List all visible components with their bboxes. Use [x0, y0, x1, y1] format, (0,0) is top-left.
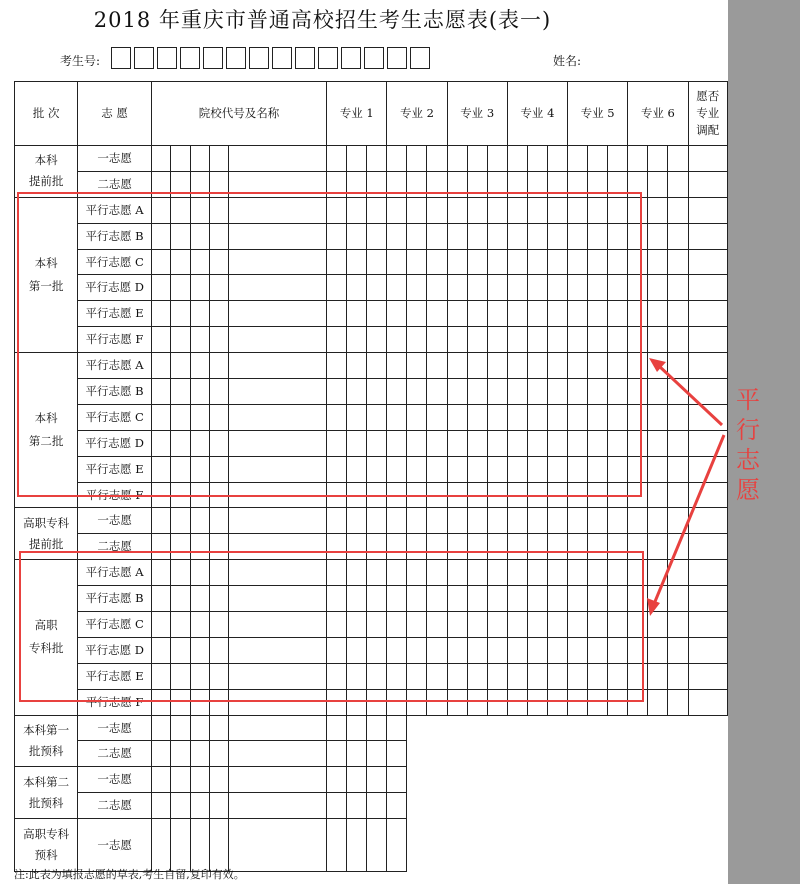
- callout-char: 平: [736, 386, 760, 414]
- major-code-cell[interactable]: [668, 663, 688, 689]
- adjust-cell[interactable]: [688, 508, 728, 534]
- major-code-cell[interactable]: [648, 637, 668, 663]
- choice-label: 平行志愿 F: [78, 689, 152, 715]
- major-code-cell[interactable]: [668, 353, 688, 379]
- major-code-cell[interactable]: [668, 404, 688, 430]
- choice-label: 平行志愿 B: [78, 586, 152, 612]
- table-row: [15, 715, 728, 741]
- major-code-cell[interactable]: [668, 327, 688, 353]
- major-code-cell[interactable]: [668, 612, 688, 638]
- school-code-cell[interactable]: [209, 741, 228, 767]
- major-code-cell[interactable]: [668, 508, 688, 534]
- major-code-cell[interactable]: [668, 223, 688, 249]
- major-code-cell[interactable]: [447, 146, 467, 172]
- school-code-cell[interactable]: [209, 146, 228, 172]
- major-code-cell[interactable]: [387, 767, 407, 793]
- adjust-cell[interactable]: [688, 223, 728, 249]
- exam-number-box[interactable]: [203, 47, 223, 69]
- batch-label: 本科第一: [23, 722, 70, 737]
- major-code-cell[interactable]: [668, 379, 688, 405]
- adjust-cell[interactable]: [688, 353, 728, 379]
- parallel-choice-highlight-vocational: [19, 551, 644, 702]
- exam-number-box[interactable]: [387, 47, 407, 69]
- major-code-cell[interactable]: [648, 534, 668, 560]
- school-code-cell[interactable]: [151, 819, 170, 872]
- major-code-cell[interactable]: [487, 508, 507, 534]
- school-code-cell[interactable]: [171, 508, 190, 534]
- adjust-cell[interactable]: [688, 586, 728, 612]
- major-code-cell[interactable]: [648, 663, 668, 689]
- major-code-cell[interactable]: [547, 146, 567, 172]
- batch-label: 预科: [34, 848, 58, 863]
- major-code-cell[interactable]: [668, 560, 688, 586]
- major-code-cell[interactable]: [648, 327, 668, 353]
- adjust-cell[interactable]: [688, 689, 728, 715]
- school-code-cell[interactable]: [209, 508, 228, 534]
- major-code-cell[interactable]: [547, 508, 567, 534]
- choice-label: 平行志愿 B: [78, 223, 152, 249]
- choice-label: 一志愿: [78, 146, 152, 172]
- adjust-cell[interactable]: [688, 171, 728, 197]
- choice-label: 平行志愿 A: [78, 353, 152, 379]
- choice-label: 平行志愿 F: [78, 327, 152, 353]
- school-code-cell[interactable]: [151, 715, 170, 741]
- school-code-cell[interactable]: [151, 741, 170, 767]
- major-code-cell[interactable]: [347, 741, 367, 767]
- batch-label: 批预科: [28, 743, 64, 758]
- school-code-cell[interactable]: [209, 819, 228, 872]
- adjust-cell[interactable]: [688, 560, 728, 586]
- table-row: [15, 508, 728, 534]
- adjust-cell[interactable]: [688, 146, 728, 172]
- school-name-cell[interactable]: [229, 508, 327, 534]
- header-choice: 志 愿: [78, 82, 152, 146]
- batch-label: 提前批: [28, 536, 64, 551]
- header-major-5: 专业 5: [568, 82, 628, 146]
- adjust-cell[interactable]: [688, 456, 728, 482]
- major-code-cell[interactable]: [648, 482, 668, 508]
- major-code-cell[interactable]: [668, 249, 688, 275]
- major-code-cell[interactable]: [668, 430, 688, 456]
- adjust-cell[interactable]: [688, 482, 728, 508]
- header-major-3: 专业 3: [447, 82, 507, 146]
- major-code-cell[interactable]: [367, 741, 387, 767]
- major-code-cell[interactable]: [347, 146, 367, 172]
- adjust-cell[interactable]: [688, 404, 728, 430]
- exam-number-box[interactable]: [226, 47, 246, 69]
- major-code-cell[interactable]: [648, 146, 668, 172]
- adjust-cell[interactable]: [688, 327, 728, 353]
- major-code-cell[interactable]: [507, 508, 527, 534]
- header-major-2: 专业 2: [387, 82, 447, 146]
- batch-label: 专科批: [28, 641, 64, 656]
- choice-label: 二志愿: [78, 171, 152, 197]
- major-code-cell[interactable]: [327, 793, 347, 819]
- major-code-cell[interactable]: [387, 793, 407, 819]
- choice-label: 平行志愿 D: [78, 637, 152, 663]
- major-code-cell[interactable]: [327, 715, 347, 741]
- adjust-cell[interactable]: [688, 197, 728, 223]
- major-code-cell[interactable]: [668, 637, 688, 663]
- exam-number-box[interactable]: [272, 47, 292, 69]
- school-code-cell[interactable]: [151, 767, 170, 793]
- choice-label: 平行志愿 A: [78, 197, 152, 223]
- adjust-cell[interactable]: [688, 430, 728, 456]
- header-school: 院校代号及名称: [151, 82, 326, 146]
- exam-number-box[interactable]: [180, 47, 200, 69]
- name-label: 姓名:: [553, 54, 582, 68]
- major-code-cell[interactable]: [568, 146, 588, 172]
- school-code-cell[interactable]: [151, 793, 170, 819]
- major-code-cell[interactable]: [668, 301, 688, 327]
- major-code-cell[interactable]: [648, 612, 668, 638]
- major-code-cell[interactable]: [367, 715, 387, 741]
- school-code-cell[interactable]: [190, 146, 209, 172]
- major-code-cell[interactable]: [668, 689, 688, 715]
- school-code-cell[interactable]: [209, 793, 228, 819]
- choice-label: 平行志愿 D: [78, 275, 152, 301]
- header-adjust: 愿否专业调配: [688, 82, 728, 146]
- batch-cell: [15, 146, 78, 198]
- major-code-cell[interactable]: [367, 146, 387, 172]
- major-code-cell[interactable]: [648, 249, 668, 275]
- school-code-cell[interactable]: [190, 741, 209, 767]
- major-code-cell[interactable]: [648, 171, 668, 197]
- major-code-cell[interactable]: [648, 689, 668, 715]
- major-code-cell[interactable]: [467, 508, 487, 534]
- callout-char: 行: [736, 416, 760, 444]
- header-major-6: 专业 6: [628, 82, 688, 146]
- major-code-cell[interactable]: [648, 275, 668, 301]
- exam-number-boxes: [111, 47, 433, 71]
- batch-label: 本科第二: [23, 774, 70, 789]
- major-code-cell[interactable]: [447, 508, 467, 534]
- major-code-cell[interactable]: [648, 508, 668, 534]
- school-code-cell[interactable]: [171, 767, 190, 793]
- choice-label: 平行志愿 B: [78, 379, 152, 405]
- exam-number-box[interactable]: [111, 47, 131, 69]
- adjust-cell[interactable]: [688, 612, 728, 638]
- school-code-cell[interactable]: [151, 508, 170, 534]
- exam-number-box[interactable]: [134, 47, 154, 69]
- batch-label: 提前批: [28, 174, 64, 189]
- adjust-cell[interactable]: [688, 637, 728, 663]
- major-code-cell[interactable]: [387, 146, 407, 172]
- major-code-cell[interactable]: [347, 715, 367, 741]
- major-code-cell[interactable]: [387, 715, 407, 741]
- major-code-cell[interactable]: [527, 146, 547, 172]
- major-code-cell[interactable]: [347, 508, 367, 534]
- major-code-cell[interactable]: [668, 275, 688, 301]
- major-code-cell[interactable]: [648, 197, 668, 223]
- school-code-cell[interactable]: [171, 741, 190, 767]
- school-code-cell[interactable]: [171, 146, 190, 172]
- adjust-cell[interactable]: [688, 534, 728, 560]
- major-code-cell[interactable]: [628, 508, 648, 534]
- major-code-cell[interactable]: [367, 819, 387, 872]
- major-code-cell[interactable]: [648, 379, 668, 405]
- exam-number-box[interactable]: [249, 47, 269, 69]
- major-code-cell[interactable]: [527, 508, 547, 534]
- major-code-cell[interactable]: [347, 793, 367, 819]
- header-batch: 批 次: [15, 82, 78, 146]
- school-code-cell[interactable]: [190, 767, 209, 793]
- major-code-cell[interactable]: [588, 146, 608, 172]
- blank-area: [407, 715, 728, 872]
- batch-label: 本科: [34, 255, 58, 270]
- major-code-cell[interactable]: [608, 508, 628, 534]
- adjust-cell[interactable]: [688, 379, 728, 405]
- major-code-cell[interactable]: [668, 534, 688, 560]
- exam-number-box[interactable]: [364, 47, 384, 69]
- major-code-cell[interactable]: [367, 508, 387, 534]
- school-code-cell[interactable]: [209, 715, 228, 741]
- major-code-cell[interactable]: [327, 767, 347, 793]
- batch-label: 本科: [34, 153, 58, 168]
- choice-label: 平行志愿 E: [78, 663, 152, 689]
- school-name-cell[interactable]: [229, 715, 327, 741]
- choice-label: 一志愿: [78, 508, 152, 534]
- header-major-4: 专业 4: [507, 82, 567, 146]
- major-code-cell[interactable]: [568, 508, 588, 534]
- major-code-cell[interactable]: [347, 767, 367, 793]
- adjust-cell[interactable]: [688, 249, 728, 275]
- school-code-cell[interactable]: [171, 793, 190, 819]
- exam-number-box[interactable]: [295, 47, 315, 69]
- batch-cell: [15, 767, 78, 819]
- major-code-cell[interactable]: [387, 819, 407, 872]
- major-code-cell[interactable]: [668, 146, 688, 172]
- school-name-cell[interactable]: [229, 767, 327, 793]
- major-code-cell[interactable]: [668, 482, 688, 508]
- batch-label: 高职专科: [23, 515, 70, 530]
- choice-label: 一志愿: [78, 715, 152, 741]
- choice-label: 平行志愿 C: [78, 612, 152, 638]
- major-code-cell[interactable]: [588, 508, 608, 534]
- school-code-cell[interactable]: [209, 767, 228, 793]
- major-code-cell[interactable]: [367, 793, 387, 819]
- batch-cell: [15, 819, 78, 872]
- callout-char: 愿: [736, 476, 760, 504]
- major-code-cell[interactable]: [507, 146, 527, 172]
- choice-label: 平行志愿 D: [78, 430, 152, 456]
- school-code-cell[interactable]: [151, 146, 170, 172]
- exam-number-box[interactable]: [318, 47, 338, 69]
- choice-label: 二志愿: [78, 534, 152, 560]
- callout-char: 志: [736, 446, 760, 474]
- major-code-cell[interactable]: [387, 508, 407, 534]
- school-name-cell[interactable]: [229, 819, 327, 872]
- school-code-cell[interactable]: [190, 715, 209, 741]
- school-name-cell[interactable]: [229, 146, 327, 172]
- exam-number-box[interactable]: [157, 47, 177, 69]
- major-code-cell[interactable]: [608, 146, 628, 172]
- major-code-cell[interactable]: [387, 741, 407, 767]
- major-code-cell[interactable]: [327, 508, 347, 534]
- batch-label: 批预科: [28, 795, 64, 810]
- batch-label: 本科: [34, 411, 58, 426]
- choice-label: 二志愿: [78, 793, 152, 819]
- major-code-cell[interactable]: [487, 146, 507, 172]
- choice-label: 一志愿: [78, 819, 152, 872]
- major-code-cell[interactable]: [648, 586, 668, 612]
- batch-label: 第一批: [28, 278, 64, 293]
- major-code-cell[interactable]: [427, 508, 447, 534]
- footnote: 注:此表为填报志愿的草表,考生自留,复印有效。: [14, 868, 245, 881]
- major-code-cell[interactable]: [668, 586, 688, 612]
- major-code-cell[interactable]: [668, 171, 688, 197]
- adjust-cell[interactable]: [688, 301, 728, 327]
- major-code-cell[interactable]: [367, 767, 387, 793]
- exam-number-box[interactable]: [341, 47, 361, 69]
- school-code-cell[interactable]: [171, 715, 190, 741]
- choice-label: 平行志愿 F: [78, 482, 152, 508]
- header-row: [15, 82, 728, 146]
- choice-label: 平行志愿 C: [78, 249, 152, 275]
- batch-label: 高职: [34, 618, 58, 633]
- exam-number-label: 考生号:: [60, 54, 101, 68]
- major-code-cell[interactable]: [668, 197, 688, 223]
- school-code-cell[interactable]: [190, 819, 209, 872]
- major-code-cell[interactable]: [327, 741, 347, 767]
- page-title: 2018 年重庆市普通高校招生考生志愿表(表一): [93, 8, 552, 32]
- choice-label: 平行志愿 C: [78, 404, 152, 430]
- major-code-cell[interactable]: [327, 819, 347, 872]
- major-code-cell[interactable]: [648, 223, 668, 249]
- school-code-cell[interactable]: [190, 793, 209, 819]
- major-code-cell[interactable]: [648, 353, 668, 379]
- parallel-choice-highlight-undergrad: [17, 192, 642, 497]
- major-code-cell[interactable]: [648, 560, 668, 586]
- batch-cell: [15, 715, 78, 767]
- major-code-cell[interactable]: [668, 456, 688, 482]
- school-name-cell[interactable]: [229, 741, 327, 767]
- school-code-cell[interactable]: [190, 508, 209, 534]
- major-code-cell[interactable]: [407, 146, 427, 172]
- major-code-cell[interactable]: [648, 301, 668, 327]
- major-code-cell[interactable]: [467, 146, 487, 172]
- exam-number-box[interactable]: [410, 47, 430, 69]
- major-code-cell[interactable]: [648, 430, 668, 456]
- choice-label: 平行志愿 A: [78, 560, 152, 586]
- batch-label: 高职专科: [23, 827, 70, 842]
- choice-label: 二志愿: [78, 741, 152, 767]
- choice-label: 一志愿: [78, 767, 152, 793]
- major-code-cell[interactable]: [347, 819, 367, 872]
- major-code-cell[interactable]: [427, 146, 447, 172]
- header-major-1: 专业 1: [327, 82, 387, 146]
- school-name-cell[interactable]: [229, 793, 327, 819]
- table-row: [15, 146, 728, 172]
- choice-label: 平行志愿 E: [78, 456, 152, 482]
- adjust-cell[interactable]: [688, 275, 728, 301]
- major-code-cell[interactable]: [648, 456, 668, 482]
- choice-label: 平行志愿 E: [78, 301, 152, 327]
- major-code-cell[interactable]: [628, 146, 648, 172]
- school-code-cell[interactable]: [171, 819, 190, 872]
- major-code-cell[interactable]: [648, 404, 668, 430]
- major-code-cell[interactable]: [327, 146, 347, 172]
- parallel-choice-callout: [728, 385, 768, 505]
- major-code-cell[interactable]: [407, 508, 427, 534]
- batch-label: 第二批: [28, 434, 64, 449]
- adjust-cell[interactable]: [688, 663, 728, 689]
